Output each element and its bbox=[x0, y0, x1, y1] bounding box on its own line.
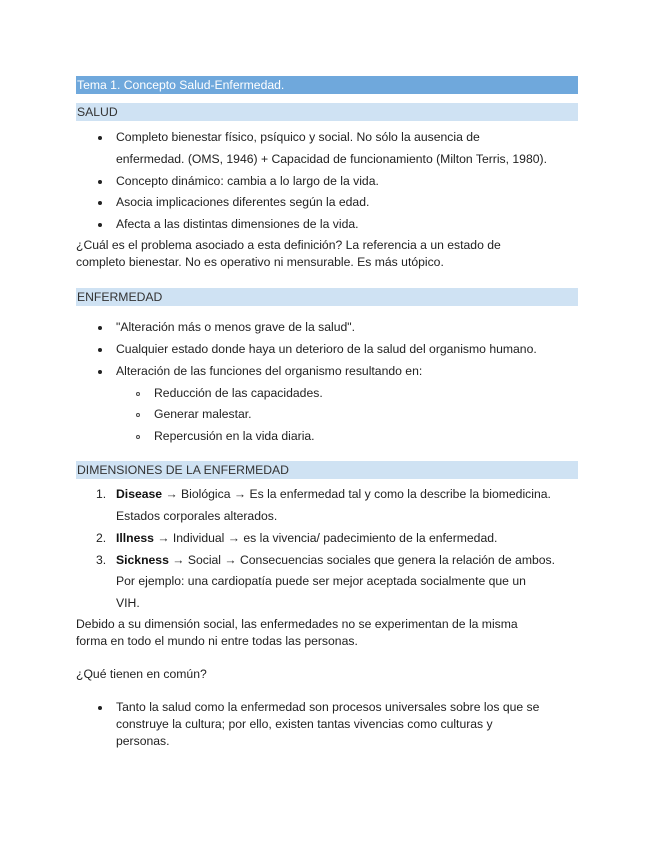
dimensiones-paragraph-line-2: forma en todo el mundo ni entre todas las personas. bbox=[76, 634, 358, 648]
enfermedad-bullet-1: "Alteración más o menos grave de la salud". bbox=[116, 320, 355, 334]
dimension-item-2 bbox=[116, 531, 497, 545]
list-number-3: 3. bbox=[96, 553, 107, 567]
enfermedad-sub-bullet-3: Repercusión en la vida diaria. bbox=[154, 429, 315, 443]
comun-question: ¿Qué tienen en común? bbox=[76, 667, 207, 681]
dimensiones-paragraph-line-1: Debido a su dimensión social, las enfermedades no se experimentan de la misma bbox=[76, 617, 518, 631]
bullet-icon bbox=[98, 201, 102, 205]
dimension-desc-illness: → Individual → es la vivencia/ padecimiento de la enfermedad. bbox=[153, 531, 498, 545]
dimension-item-3-line-2: Por ejemplo: una cardiopatía puede ser mejor aceptada socialmente que un bbox=[116, 574, 526, 588]
section-heading-enfermedad: ENFERMEDAD bbox=[76, 288, 578, 306]
salud-bullet-3: Asocia implicaciones diferentes según la edad. bbox=[116, 195, 370, 209]
section-heading-dimensiones: DIMENSIONES DE LA ENFERMEDAD bbox=[76, 461, 578, 479]
salud-paragraph-line-1: ¿Cuál es el problema asociado a esta definición? La referencia a un estado de bbox=[76, 238, 501, 252]
dimension-item-1 bbox=[116, 487, 551, 501]
list-number-1: 1. bbox=[96, 487, 107, 501]
enfermedad-bullet-3: Alteración de las funciones del organismo resultando en: bbox=[116, 364, 423, 378]
dimension-term-disease: Disease bbox=[116, 487, 163, 501]
bullet-icon bbox=[98, 370, 102, 374]
enfermedad-sub-bullet-2: Generar malestar. bbox=[154, 407, 252, 421]
list-number-2: 2. bbox=[96, 531, 107, 545]
circle-bullet-icon bbox=[136, 435, 140, 439]
salud-paragraph-line-2: completo bienestar. No es operativo ni mensurable. Es más utópico. bbox=[76, 255, 444, 269]
bullet-icon bbox=[98, 706, 102, 710]
bullet-icon bbox=[98, 223, 102, 227]
dimension-term-sickness: Sickness bbox=[116, 553, 169, 567]
circle-bullet-icon bbox=[136, 413, 140, 417]
salud-bullet-4: Afecta a las distintas dimensiones de la vida. bbox=[116, 217, 359, 231]
enfermedad-sub-bullet-1: Reducción de las capacidades. bbox=[154, 386, 323, 400]
salud-bullet-1-line-2: enfermedad. (OMS, 1946) + Capacidad de funcionamiento (Milton Terris, 1980). bbox=[116, 152, 547, 166]
salud-bullet-2: Concepto dinámico: cambia a lo largo de la vida. bbox=[116, 174, 379, 188]
comun-bullet-line-2: construye la cultura; por ello, existen tantas vivencias como culturas y bbox=[116, 717, 493, 731]
bullet-icon bbox=[98, 180, 102, 184]
dimension-desc-sickness: → Social → Consecuencias sociales que genera la relación de ambos. bbox=[168, 553, 556, 567]
enfermedad-bullet-2: Cualquier estado donde haya un deterioro de la salud del organismo humano. bbox=[116, 342, 537, 356]
comun-bullet-line-1: Tanto la salud como la enfermedad son procesos universales sobre los que se bbox=[116, 700, 540, 714]
bullet-icon bbox=[98, 326, 102, 330]
dimension-item-3 bbox=[116, 553, 555, 567]
dimension-item-1-line-2: Estados corporales alterados. bbox=[116, 509, 278, 523]
bullet-icon bbox=[98, 136, 102, 140]
section-heading-salud: SALUD bbox=[76, 103, 578, 121]
dimension-desc-disease: → Biológica → Es la enfermedad tal y como la describe la biomedicina. bbox=[162, 487, 551, 501]
dimension-item-3-line-3: VIH. bbox=[116, 596, 140, 610]
page-title: Tema 1. Concepto Salud-Enfermedad. bbox=[76, 76, 578, 94]
bullet-icon bbox=[98, 348, 102, 352]
circle-bullet-icon bbox=[136, 392, 140, 396]
dimension-term-illness: Illness bbox=[116, 531, 154, 545]
comun-bullet-line-3: personas. bbox=[116, 734, 170, 748]
salud-bullet-1-line-1: Completo bienestar físico, psíquico y social. No sólo la ausencia de bbox=[116, 130, 480, 144]
